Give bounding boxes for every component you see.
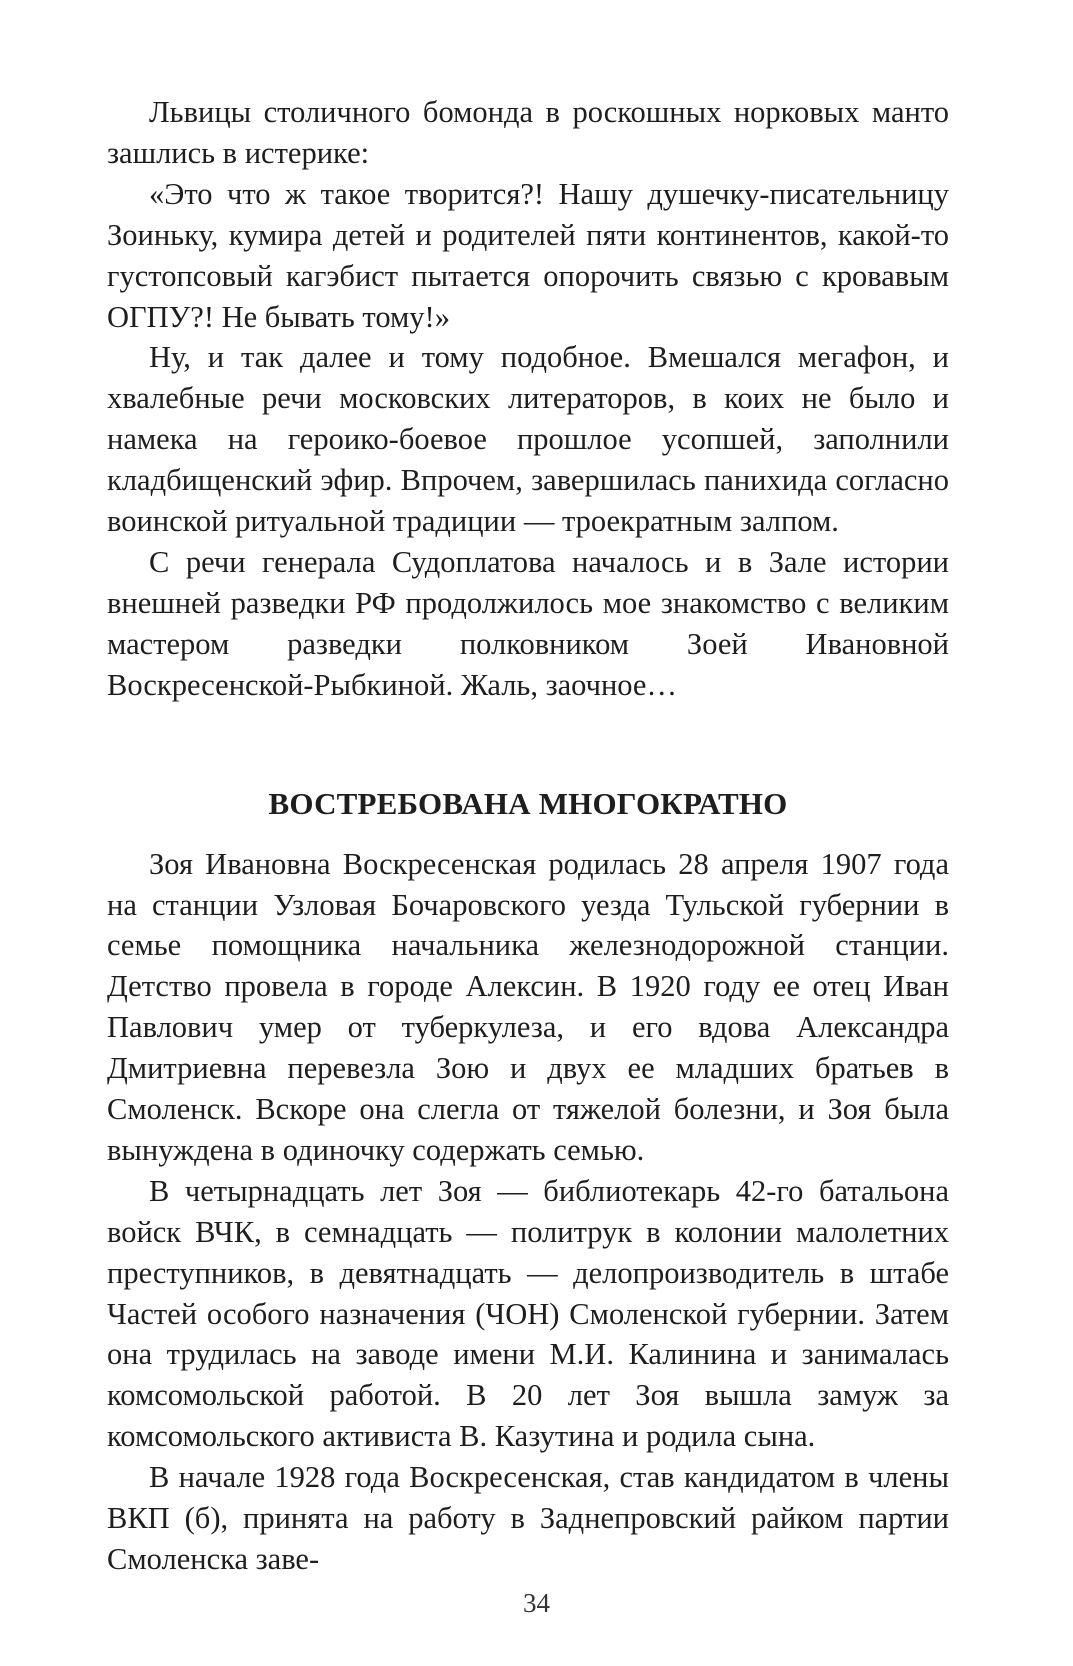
paragraph: С речи генерала Судоплатова началось и в Зале истории внешней разведки РФ продолжилось мое знакомство с великим мастером разведки полковником Зоей Ивановной Воскресенской-Рыбкиной. Жаль, заочное… <box>107 544 949 702</box>
paragraph: В начале 1928 года Воскресенская, став кандидатом в члены ВКП (б), принята на работу в Заднепровский райком партии Смоленска заве- <box>107 1460 949 1576</box>
paragraph: Ну, и так далее и тому подобное. Вмешался мегафон, и хвалебные речи московских литераторов, в коих не было и намека на героико-боевое прошлое усопшей, заполнили кладбищенский эфир. Впрочем, завершилась панихида согласно воинской ритуальной традиции — троекратным залпом. <box>107 340 949 539</box>
page-body <box>107 92 949 1580</box>
paragraph: Зоя Ивановна Воскресенская родилась 28 апреля 1907 года на станции Узловая Бочаровского уезда Тульской губернии в семье помощника начальника железнодорожной станции. Детство провела в городе Алексин. В 1920 году ее отец Иван Павлович умер от туберкулеза, и его вдова Александра Дмитриевна перевезла Зою и двух ее младших братьев в Смоленск. Вскоре она слегла от тяжелой болезни, и Зоя была вынуждена в одиночку содержать семью. <box>107 846 949 1167</box>
paragraph: Львицы столичного бомонда в роскошных норковых манто зашлись в истерике: <box>107 95 949 170</box>
page-number: 34 <box>523 1588 550 1618</box>
paragraph: «Это что ж такое творится?! Нашу душечку-писательницу Зоиньку, кумира детей и родителей пяти континентов, какой-то густопсовый кагэбист пытается опорочить связью с кровавым ОГПУ?! Не бывать тому!» <box>107 176 949 334</box>
paragraph: В четырнадцать лет Зоя — библиотекарь 42-го батальона войск ВЧК, в семнадцать — политрук в колонии малолетних преступников, в девятнадцать — делопроизводитель в штабе Частей особого назначения (ЧОН) Смоленской губернии. Затем она трудилась на заводе имени М.И. Калинина и занималась комсомольской работой. В 20 лет Зоя вышла замуж за комсомольского активиста В. Казутина и родила сына. <box>107 1173 949 1454</box>
section-heading: ВОСТРЕБОВАНА МНОГОКРАТНО <box>268 785 788 821</box>
